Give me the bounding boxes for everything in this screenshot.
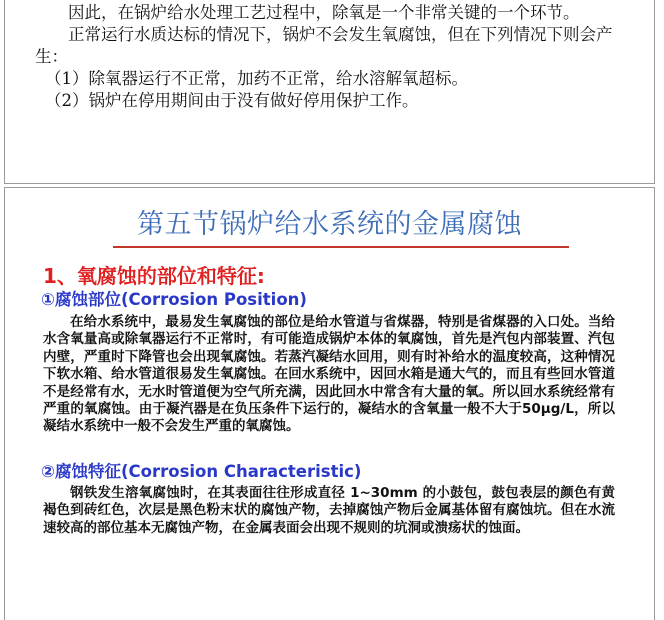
intro-paragraph: 因此，在锅炉给水处理工艺过程中，除氧是一个非常关键的一个环节。 (68, 3, 580, 22)
title-underline (113, 246, 569, 248)
corrosion-position-text (43, 314, 615, 436)
top-slide (4, 0, 655, 184)
corrosion-characteristic-heading: ②腐蚀特征(Corrosion Characteristic) (41, 462, 362, 481)
corrosion-characteristic-text (43, 485, 615, 537)
slide-title: 第五节锅炉给水系统的金属腐蚀 (137, 209, 522, 240)
corrosion-position-heading: ①腐蚀部位(Corrosion Position) (41, 290, 307, 309)
list-item: （1）除氧器运行不正常，加药不正常，给水溶解氧超标。 (45, 69, 468, 88)
section-heading: 1、氧腐蚀的部位和特征: (43, 264, 265, 288)
bottom-slide (4, 187, 655, 620)
top-slide-text (35, 2, 615, 112)
corrosion-position-paragraph: 在给水系统中，最易发生氧腐蚀的部位是给水管道与省煤器，特别是省煤器的入口处。当给水含氧量高或除氧器运行不正常时，有可能造成锅炉本体的氧腐蚀，首先是汽包内部装置、汽包内壁，严重时下降管也会出现氧腐蚀。若蒸汽凝结水回用，则有时补给水的温度较高，这种情况下软水箱、给水管道很易发生氧腐蚀。在回水系统中，因回水箱是通大气的，而且有些回水管道不是经常有水，无水时管道便为空气所充满，因此回水中常含有大量的氧。所以回水系统经常有严重的氧腐蚀。由于凝汽器是在负压条件下运行的，凝结水的含氧量一般不大于50μg/L，所以凝结水系统中一般不会发生严重的氧腐蚀。 (43, 314, 615, 435)
list-item: （2）锅炉在停用期间由于没有做好停用保护工作。 (45, 91, 419, 110)
corrosion-characteristic-paragraph: 钢铁发生溶氧腐蚀时，在其表面往往形成直径 1~30mm 的小鼓包，鼓包表层的颜色有黄褐色到砖红色，次层是黑色粉末状的腐蚀产物，去掉腐蚀产物后金属基体留有腐蚀坑。但在水流速较高的部位基本无腐蚀产物，在金属表面会出现不规则的坑洞或溃疡状的蚀面。 (43, 485, 615, 536)
condition-paragraph: 正常运行水质达标的情况下，锅炉不会发生氧腐蚀，但在下列情况下则会产生： (35, 25, 613, 66)
